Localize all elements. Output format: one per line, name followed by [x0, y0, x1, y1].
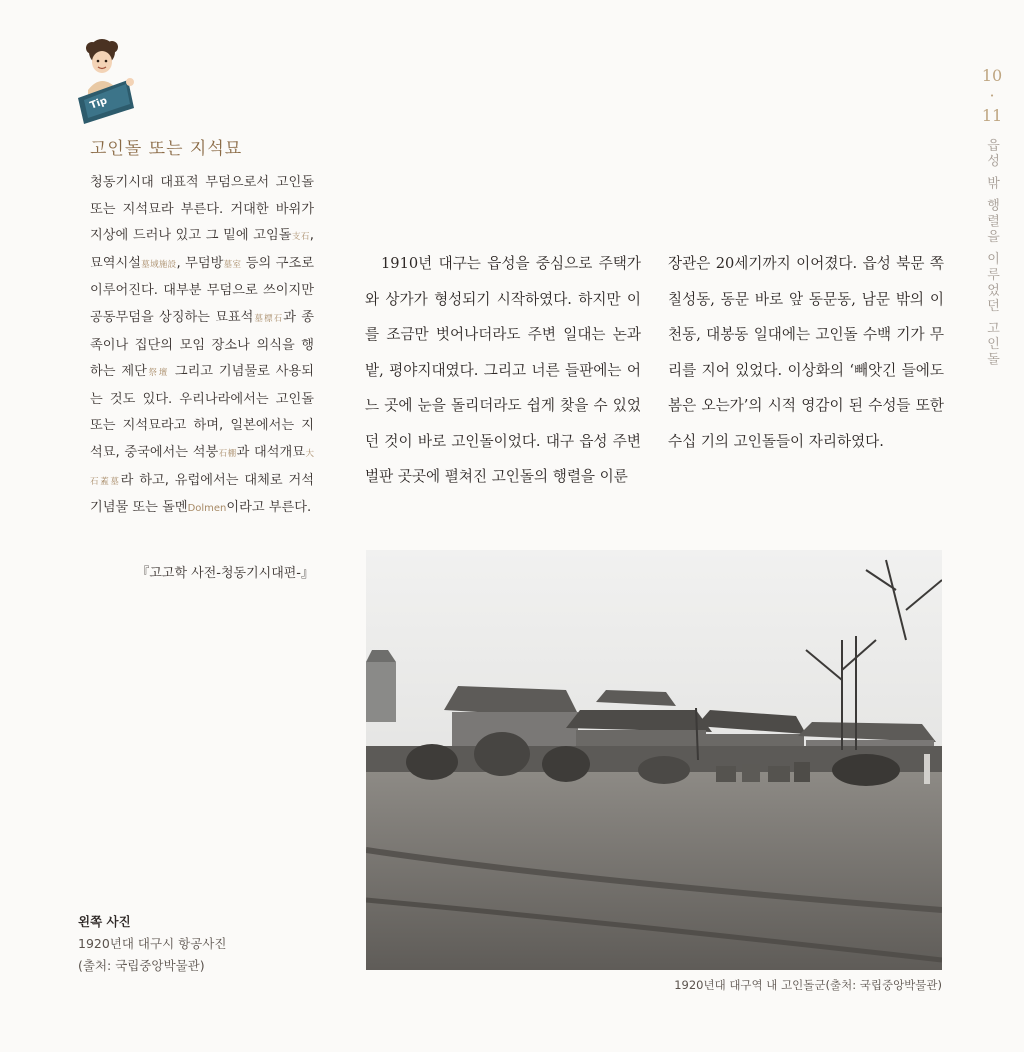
left-photo-caption-title: 왼쪽 사진 — [78, 914, 131, 929]
tip-body-text: 청동기시대 대표적 무덤으로서 고인돌 또는 지석묘라 부른다. 거대한 바위가 지상에 드러나 있고 그 밑에 고임돌支石, 묘역시설墓域施設, 무덤방墓室 등의 구조로 이루어진다. 대부분 무덤으로 쓰이지만 공동무덤을 상징하는 묘표석墓標石과 종족이나 집단의 모임 장소나 의식을 행하는 제단祭壇 그리고 기념물로 사용되는 것도 있다. 우리나라에서는 고인돌 또는 지석묘라고 하며, 일본에서는 지석묘, 중국에서는 석붕石棚과 대석개묘大石蓋墓라 하고, 유럽에서는 대체로 거석기념물 또는 돌멘Dolmen이라고 부른다. — [90, 175, 314, 516]
page-number: 10 · 11 — [981, 66, 1003, 125]
hanja-gloss: 墓室 — [223, 259, 242, 270]
historic-photo-dolmens — [366, 550, 942, 970]
hanja-gloss: 石棚 — [218, 448, 237, 459]
tip-mascot-illustration — [76, 38, 140, 124]
left-photo-caption-line: 1920년대 대구시 항공사진 — [78, 936, 227, 951]
hanja-gloss: 支石 — [291, 232, 310, 243]
tip-source: 『고고학 사전-청동기시대편-』 — [136, 566, 314, 581]
tip-title: 고인돌 또는 지석묘 — [90, 139, 243, 159]
running-head: 읍성 밖 행렬을 이루었던 고인돌 — [984, 138, 999, 368]
hanja-gloss: 墓標石 — [253, 313, 284, 324]
latin-gloss: Dolmen — [187, 503, 227, 515]
hanja-gloss: 祭壇 — [146, 368, 169, 379]
photo-caption: 1920년대 대구역 내 고인돌군(출처: 국립중앙박물관) — [674, 978, 942, 992]
hanja-gloss: 大石蓋墓 — [90, 448, 314, 487]
article-column-right: 장관은 20세기까지 이어졌다. 읍성 북문 쪽 칠성동, 동문 바로 앞 동문동, 남문 밖의 이천동, 대봉동 일대에는 고인돌 수백 기가 무리를 지어 있었다. 이상화의 ‘빼앗긴 들에도 봄은 오는가’의 시적 영감이 된 수성들 또한 수십 기의 고인돌들이 자리하였다. — [668, 255, 944, 450]
tip-badge: Tip — [88, 95, 109, 112]
left-photo-caption-source: (출처: 국립중앙박물관) — [78, 958, 205, 973]
hanja-gloss: 墓域施設 — [140, 259, 177, 270]
article-column-left: 1910년 대구는 읍성을 중심으로 주택가와 상가가 형성되기 시작하였다. 하지만 이를 조금만 벗어나더라도 주변 일대는 논과 밭, 평야지대였다. 그리고 너른 들판에는 어느 곳에 눈을 돌리더라도 쉽게 찾을 수 있었던 것이 바로 고인돌이었다. 대구 읍성 주변 벌판 곳곳에 펼쳐진 고인돌의 행렬을 이룬 — [365, 255, 641, 485]
